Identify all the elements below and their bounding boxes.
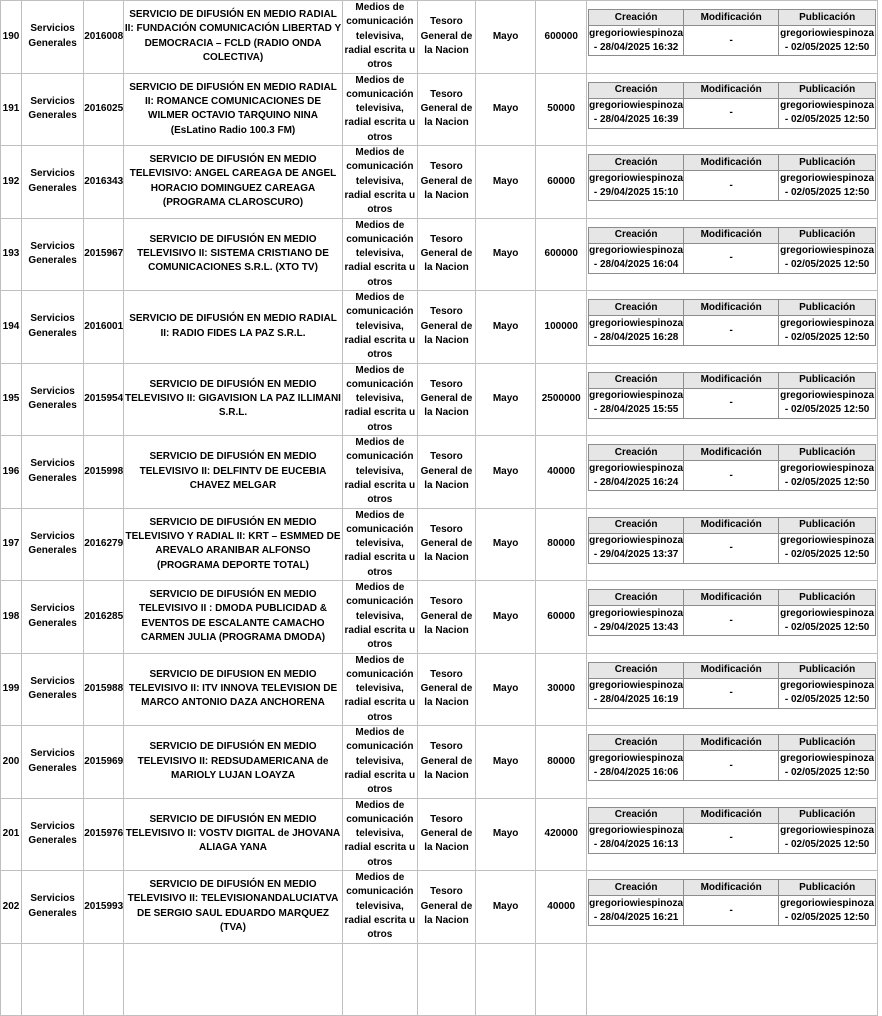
published-date: - 02/05/2025 12:50	[784, 404, 870, 415]
audit-modified: -	[684, 823, 779, 853]
audit-header-created: Creación	[589, 82, 684, 98]
fund-source-cell: Tesoro General de la Nacion	[417, 73, 475, 146]
audit-header-created: Creación	[589, 300, 684, 316]
table-row	[1, 726, 878, 799]
audit-published	[779, 751, 876, 781]
created-date: - 28/04/2025 16:24	[593, 476, 679, 488]
month-cell: Mayo	[476, 653, 536, 726]
audit-header-modified: Modificación	[684, 807, 779, 823]
month-cell: Mayo	[476, 218, 536, 291]
audit-header-published: Publicación	[779, 155, 876, 171]
audit-header-modified: Modificación	[684, 10, 779, 26]
medium-cell: Medios de comunicación televisiva, radial escrita u otros	[342, 581, 417, 654]
medium-cell: Medios de comunicación televisiva, radial escrita u otros	[342, 653, 417, 726]
published-user: gregoriowiespinoza	[780, 825, 875, 836]
code-cell: 2016285	[84, 581, 124, 654]
created-user: gregoriowiespinoza	[589, 390, 684, 401]
created-date: - 28/04/2025 16:32	[593, 41, 679, 53]
area-cell: Servicios Generales	[22, 508, 84, 581]
medium-cell: Medios de comunicación televisiva, radial escrita u otros	[342, 871, 417, 944]
medium-cell: Medios de comunicación televisiva, radial escrita u otros	[342, 218, 417, 291]
audit-published	[779, 823, 876, 853]
code-cell: 2015954	[84, 363, 124, 436]
table-row	[1, 146, 878, 219]
description-cell: SERVICIO DE DIFUSIÓN EN MEDIO RADIAL II: FUNDACIÓN COMUNICACIÓN LIBERTAD Y DEMOCRACIA – FCLD (RADIO ONDA COLECTIVA)	[124, 1, 342, 74]
published-user: gregoriowiespinoza	[780, 535, 875, 546]
published-date: - 02/05/2025 12:50	[784, 41, 870, 53]
audit-header-published: Publicación	[779, 10, 876, 26]
audit-header-published: Publicación	[779, 445, 876, 461]
published-user: gregoriowiespinoza	[780, 27, 875, 39]
audit-created	[589, 243, 684, 273]
audit-table	[588, 807, 876, 854]
published-date: - 02/05/2025 12:50	[784, 186, 870, 198]
audit-header-modified: Modificación	[684, 372, 779, 388]
audit-table	[588, 734, 876, 781]
audit-table	[588, 9, 876, 56]
created-user: gregoriowiespinoza	[589, 245, 684, 256]
audit-header-modified: Modificación	[684, 227, 779, 243]
medium-cell: Medios de comunicación televisiva, radial escrita u otros	[342, 146, 417, 219]
audit-created	[589, 388, 684, 418]
month-cell: Mayo	[476, 581, 536, 654]
description-cell: SERVICIO DE DIFUSIÓN EN MEDIO TELEVISIVO II: VOSTV DIGITAL de JHOVANA ALIAGA YANA	[124, 798, 342, 871]
table-row	[1, 581, 878, 654]
audit-table	[588, 662, 876, 709]
audit-modified: -	[684, 678, 779, 708]
row-number: 194	[1, 291, 22, 364]
description-cell: SERVICIO DE DIFUSIÓN EN MEDIO TELEVISIVO II: REDSUDAMERICANA de MARIOLY LUJAN LOAYZA	[124, 726, 342, 799]
row-number: 197	[1, 508, 22, 581]
medium-cell: Medios de comunicación televisiva, radial escrita u otros	[342, 798, 417, 871]
code-cell: 2015998	[84, 436, 124, 509]
row-number: 202	[1, 871, 22, 944]
published-date: - 02/05/2025 12:50	[784, 621, 870, 633]
audit-created	[589, 98, 684, 128]
fund-source-cell: Tesoro General de la Nacion	[417, 726, 475, 799]
fund-source-cell: Tesoro General de la Nacion	[417, 798, 475, 871]
audit-published	[779, 388, 876, 418]
audit-header-modified: Modificación	[684, 735, 779, 751]
audit-header-published: Publicación	[779, 662, 876, 678]
created-user: gregoriowiespinoza	[589, 752, 684, 764]
created-date: - 28/04/2025 15:55	[593, 404, 679, 415]
amount-cell: 30000	[536, 653, 587, 726]
created-date: - 28/04/2025 16:28	[593, 331, 679, 343]
audit-published	[779, 533, 876, 563]
published-date: - 02/05/2025 12:50	[784, 476, 870, 488]
amount-cell: 60000	[536, 581, 587, 654]
published-user: gregoriowiespinoza	[780, 752, 875, 764]
code-cell: 2016008	[84, 1, 124, 74]
area-cell: Servicios Generales	[22, 146, 84, 219]
published-user: gregoriowiespinoza	[780, 607, 875, 619]
code-cell: 2015976	[84, 798, 124, 871]
created-date: - 28/04/2025 16:13	[593, 839, 679, 850]
area-cell: Servicios Generales	[22, 218, 84, 291]
audit-created	[589, 533, 684, 563]
published-date: - 02/05/2025 12:50	[784, 114, 870, 125]
published-user: gregoriowiespinoza	[780, 245, 875, 256]
fund-source-cell: Tesoro General de la Nacion	[417, 218, 475, 291]
audit-header-created: Creación	[589, 227, 684, 243]
audit-modified: -	[684, 171, 779, 201]
audit-header-published: Publicación	[779, 735, 876, 751]
audit-cell	[587, 146, 878, 219]
created-user: gregoriowiespinoza	[589, 825, 684, 836]
audit-header-published: Publicación	[779, 372, 876, 388]
created-date: - 28/04/2025 16:39	[593, 114, 679, 125]
audit-header-created: Creación	[589, 880, 684, 896]
audit-created	[589, 171, 684, 201]
table-row-partial	[1, 943, 878, 1016]
audit-table	[588, 227, 876, 274]
published-date: - 02/05/2025 12:50	[784, 911, 870, 923]
audit-cell	[587, 1, 878, 74]
row-number: 198	[1, 581, 22, 654]
table-row	[1, 798, 878, 871]
area-cell: Servicios Generales	[22, 1, 84, 74]
audit-table	[588, 154, 876, 201]
amount-cell: 100000	[536, 291, 587, 364]
row-number: 196	[1, 436, 22, 509]
published-date: - 02/05/2025 12:50	[784, 694, 870, 705]
fund-source-cell: Tesoro General de la Nacion	[417, 1, 475, 74]
audit-header-modified: Modificación	[684, 155, 779, 171]
audit-modified: -	[684, 896, 779, 926]
published-date: - 02/05/2025 12:50	[784, 259, 870, 270]
area-cell: Servicios Generales	[22, 363, 84, 436]
medium-cell: Medios de comunicación televisiva, radial escrita u otros	[342, 726, 417, 799]
medium-cell: Medios de comunicación televisiva, radial escrita u otros	[342, 508, 417, 581]
audit-header-created: Creación	[589, 517, 684, 533]
audit-modified: -	[684, 316, 779, 346]
area-cell: Servicios Generales	[22, 291, 84, 364]
table-row	[1, 508, 878, 581]
fund-source-cell: Tesoro General de la Nacion	[417, 146, 475, 219]
audit-created	[589, 896, 684, 926]
row-number: 193	[1, 218, 22, 291]
fund-source-cell: Tesoro General de la Nacion	[417, 436, 475, 509]
audit-modified: -	[684, 461, 779, 491]
created-date: - 28/04/2025 16:06	[593, 766, 679, 778]
published-user: gregoriowiespinoza	[780, 172, 875, 184]
month-cell: Mayo	[476, 291, 536, 364]
audit-header-modified: Modificación	[684, 445, 779, 461]
created-user: gregoriowiespinoza	[589, 172, 684, 184]
audit-table	[588, 82, 876, 129]
description-cell: SERVICIO DE DIFUSION EN MEDIO TELEVISIVO II: ITV INNOVA TELEVISION DE MARCO ANTONIO DAZA ANCHORENA	[124, 653, 342, 726]
code-cell: 2015969	[84, 726, 124, 799]
month-cell: Mayo	[476, 73, 536, 146]
medium-cell: Medios de comunicación televisiva, radial escrita u otros	[342, 436, 417, 509]
row-number: 192	[1, 146, 22, 219]
audit-created	[589, 316, 684, 346]
area-cell: Servicios Generales	[22, 798, 84, 871]
code-cell: 2016343	[84, 146, 124, 219]
table-row	[1, 1, 878, 74]
audit-cell	[587, 726, 878, 799]
audit-created	[589, 26, 684, 56]
audit-table	[588, 879, 876, 926]
table-row	[1, 363, 878, 436]
audit-header-created: Creación	[589, 445, 684, 461]
published-date: - 02/05/2025 12:50	[784, 549, 870, 560]
amount-cell: 80000	[536, 726, 587, 799]
audit-header-published: Publicación	[779, 300, 876, 316]
audit-modified: -	[684, 98, 779, 128]
month-cell: Mayo	[476, 726, 536, 799]
code-cell: 2016025	[84, 73, 124, 146]
amount-cell: 80000	[536, 508, 587, 581]
created-date: - 28/04/2025 16:21	[593, 911, 679, 923]
month-cell: Mayo	[476, 363, 536, 436]
audit-cell	[587, 581, 878, 654]
amount-cell: 600000	[536, 218, 587, 291]
description-cell: SERVICIO DE DIFUSIÓN EN MEDIO TELEVISIVO Y RADIAL II: KRT – ESMMED DE AREVALO ARANIBAR ALFONSO (PROGRAMA DEPORTE TOTAL)	[124, 508, 342, 581]
audit-modified: -	[684, 751, 779, 781]
table-row	[1, 871, 878, 944]
area-cell: Servicios Generales	[22, 653, 84, 726]
row-number: 195	[1, 363, 22, 436]
area-cell: Servicios Generales	[22, 73, 84, 146]
audit-table	[588, 444, 876, 491]
code-cell: 2015993	[84, 871, 124, 944]
table-row	[1, 436, 878, 509]
audit-header-modified: Modificación	[684, 82, 779, 98]
audit-cell	[587, 653, 878, 726]
audit-cell	[587, 508, 878, 581]
created-user: gregoriowiespinoza	[589, 27, 684, 39]
month-cell: Mayo	[476, 146, 536, 219]
month-cell: Mayo	[476, 1, 536, 74]
audit-header-created: Creación	[589, 155, 684, 171]
audit-header-modified: Modificación	[684, 880, 779, 896]
audit-cell	[587, 798, 878, 871]
description-cell: SERVICIO DE DIFUSIÓN EN MEDIO RADIAL II: RADIO FIDES LA PAZ S.R.L.	[124, 291, 342, 364]
audit-table	[588, 299, 876, 346]
published-user: gregoriowiespinoza	[780, 897, 875, 909]
audit-published	[779, 171, 876, 201]
code-cell: 2015967	[84, 218, 124, 291]
published-user: gregoriowiespinoza	[780, 317, 875, 329]
row-number: 201	[1, 798, 22, 871]
audit-created	[589, 606, 684, 636]
audit-header-modified: Modificación	[684, 517, 779, 533]
created-user: gregoriowiespinoza	[589, 680, 684, 691]
audit-modified: -	[684, 243, 779, 273]
audit-cell	[587, 291, 878, 364]
amount-cell: 40000	[536, 436, 587, 509]
created-date: - 29/04/2025 15:10	[593, 186, 679, 198]
amount-cell: 50000	[536, 73, 587, 146]
published-user: gregoriowiespinoza	[780, 100, 875, 111]
created-date: - 29/04/2025 13:43	[593, 621, 679, 633]
audit-header-created: Creación	[589, 735, 684, 751]
audit-published	[779, 678, 876, 708]
fund-source-cell: Tesoro General de la Nacion	[417, 291, 475, 364]
created-user: gregoriowiespinoza	[589, 462, 684, 474]
audit-header-modified: Modificación	[684, 662, 779, 678]
month-cell: Mayo	[476, 871, 536, 944]
fund-source-cell: Tesoro General de la Nacion	[417, 363, 475, 436]
area-cell: Servicios Generales	[22, 581, 84, 654]
audit-header-created: Creación	[589, 590, 684, 606]
medium-cell: Medios de comunicación televisiva, radial escrita u otros	[342, 73, 417, 146]
fund-source-cell: Tesoro General de la Nacion	[417, 508, 475, 581]
audit-created	[589, 461, 684, 491]
created-date: - 28/04/2025 16:04	[593, 259, 679, 270]
area-cell: Servicios Generales	[22, 436, 84, 509]
published-date: - 02/05/2025 12:50	[784, 331, 870, 343]
audit-table	[588, 372, 876, 419]
published-date: - 02/05/2025 12:50	[784, 839, 870, 850]
audit-published	[779, 896, 876, 926]
month-cell: Mayo	[476, 798, 536, 871]
code-cell: 2015988	[84, 653, 124, 726]
audit-modified: -	[684, 533, 779, 563]
row-number: 200	[1, 726, 22, 799]
row-number: 190	[1, 1, 22, 74]
audit-header-created: Creación	[589, 662, 684, 678]
description-cell: SERVICIO DE DIFUSIÓN EN MEDIO TELEVISIVO: ANGEL CAREAGA DE ANGEL HORACIO DOMINGUEZ CAREAGA (PROGRAMA CLAROSCURO)	[124, 146, 342, 219]
created-user: gregoriowiespinoza	[589, 100, 684, 111]
audit-table	[588, 517, 876, 564]
description-cell: SERVICIO DE DIFUSIÓN EN MEDIO RADIAL II: ROMANCE COMUNICACIONES DE WILMER OCTAVIO TARQUINO NINA (EsLatino Radio 100.3 FM)	[124, 73, 342, 146]
area-cell: Servicios Generales	[22, 726, 84, 799]
audit-header-published: Publicación	[779, 517, 876, 533]
audit-header-published: Publicación	[779, 880, 876, 896]
amount-cell: 600000	[536, 1, 587, 74]
table-row	[1, 218, 878, 291]
audit-cell	[587, 363, 878, 436]
description-cell: SERVICIO DE DIFUSIÓN EN MEDIO TELEVISIVO II: GIGAVISION LA PAZ ILLIMANI S.R.L.	[124, 363, 342, 436]
audit-published	[779, 461, 876, 491]
audit-header-published: Publicación	[779, 82, 876, 98]
medium-cell: Medios de comunicación televisiva, radial escrita u otros	[342, 291, 417, 364]
description-cell: SERVICIO DE DIFUSIÓN EN MEDIO TELEVISIVO II : DMODA PUBLICIDAD & EVENTOS DE ESCALANTE CAMACHO CARMEN JULIA (PROGRAMA DMODA)	[124, 581, 342, 654]
audit-published	[779, 26, 876, 56]
fund-source-cell: Tesoro General de la Nacion	[417, 653, 475, 726]
created-date: - 29/04/2025 13:37	[593, 549, 679, 560]
audit-cell	[587, 871, 878, 944]
audit-published	[779, 243, 876, 273]
table-row	[1, 73, 878, 146]
amount-cell: 420000	[536, 798, 587, 871]
amount-cell: 60000	[536, 146, 587, 219]
row-number: 199	[1, 653, 22, 726]
table-row	[1, 653, 878, 726]
audit-header-published: Publicación	[779, 227, 876, 243]
audit-created	[589, 751, 684, 781]
audit-cell	[587, 73, 878, 146]
audit-created	[589, 823, 684, 853]
amount-cell: 40000	[536, 871, 587, 944]
amount-cell: 2500000	[536, 363, 587, 436]
created-user: gregoriowiespinoza	[589, 607, 684, 619]
audit-published	[779, 98, 876, 128]
audit-header-modified: Modificación	[684, 590, 779, 606]
audit-cell	[587, 436, 878, 509]
audit-header-created: Creación	[589, 10, 684, 26]
created-date: - 28/04/2025 16:19	[593, 694, 679, 705]
published-user: gregoriowiespinoza	[780, 462, 875, 474]
audit-table	[588, 589, 876, 636]
table-row	[1, 291, 878, 364]
audit-published	[779, 606, 876, 636]
description-cell: SERVICIO DE DIFUSIÓN EN MEDIO TELEVISIVO II: SISTEMA CRISTIANO DE COMUNICACIONES S.R.L. (XTO TV)	[124, 218, 342, 291]
created-user: gregoriowiespinoza	[589, 317, 684, 329]
created-user: gregoriowiespinoza	[589, 535, 684, 546]
audit-header-created: Creación	[589, 372, 684, 388]
table-body	[1, 1, 878, 1016]
published-user: gregoriowiespinoza	[780, 390, 875, 401]
medium-cell: Medios de comunicación televisiva, radial escrita u otros	[342, 363, 417, 436]
code-cell: 2016279	[84, 508, 124, 581]
audit-created	[589, 678, 684, 708]
audit-modified: -	[684, 606, 779, 636]
audit-published	[779, 316, 876, 346]
month-cell: Mayo	[476, 436, 536, 509]
description-cell: SERVICIO DE DIFUSIÓN EN MEDIO TELEVISIVO II: DELFINTV DE EUCEBIA CHAVEZ MELGAR	[124, 436, 342, 509]
audit-modified: -	[684, 26, 779, 56]
fund-source-cell: Tesoro General de la Nacion	[417, 871, 475, 944]
audit-header-created: Creación	[589, 807, 684, 823]
audit-header-published: Publicación	[779, 807, 876, 823]
area-cell: Servicios Generales	[22, 871, 84, 944]
published-user: gregoriowiespinoza	[780, 680, 875, 691]
medium-cell: Medios de comunicación televisiva, radial escrita u otros	[342, 1, 417, 74]
code-cell: 2016001	[84, 291, 124, 364]
created-user: gregoriowiespinoza	[589, 897, 684, 909]
row-number: 191	[1, 73, 22, 146]
audit-modified: -	[684, 388, 779, 418]
audit-cell	[587, 218, 878, 291]
fund-source-cell: Tesoro General de la Nacion	[417, 581, 475, 654]
audit-header-modified: Modificación	[684, 300, 779, 316]
description-cell: SERVICIO DE DIFUSIÓN EN MEDIO TELEVISIVO II: TELEVISIONANDALUCIATVA DE SERGIO SAUL EDUARDO MARQUEZ (TVA)	[124, 871, 342, 944]
month-cell: Mayo	[476, 508, 536, 581]
published-date: - 02/05/2025 12:50	[784, 766, 870, 778]
audit-header-published: Publicación	[779, 590, 876, 606]
